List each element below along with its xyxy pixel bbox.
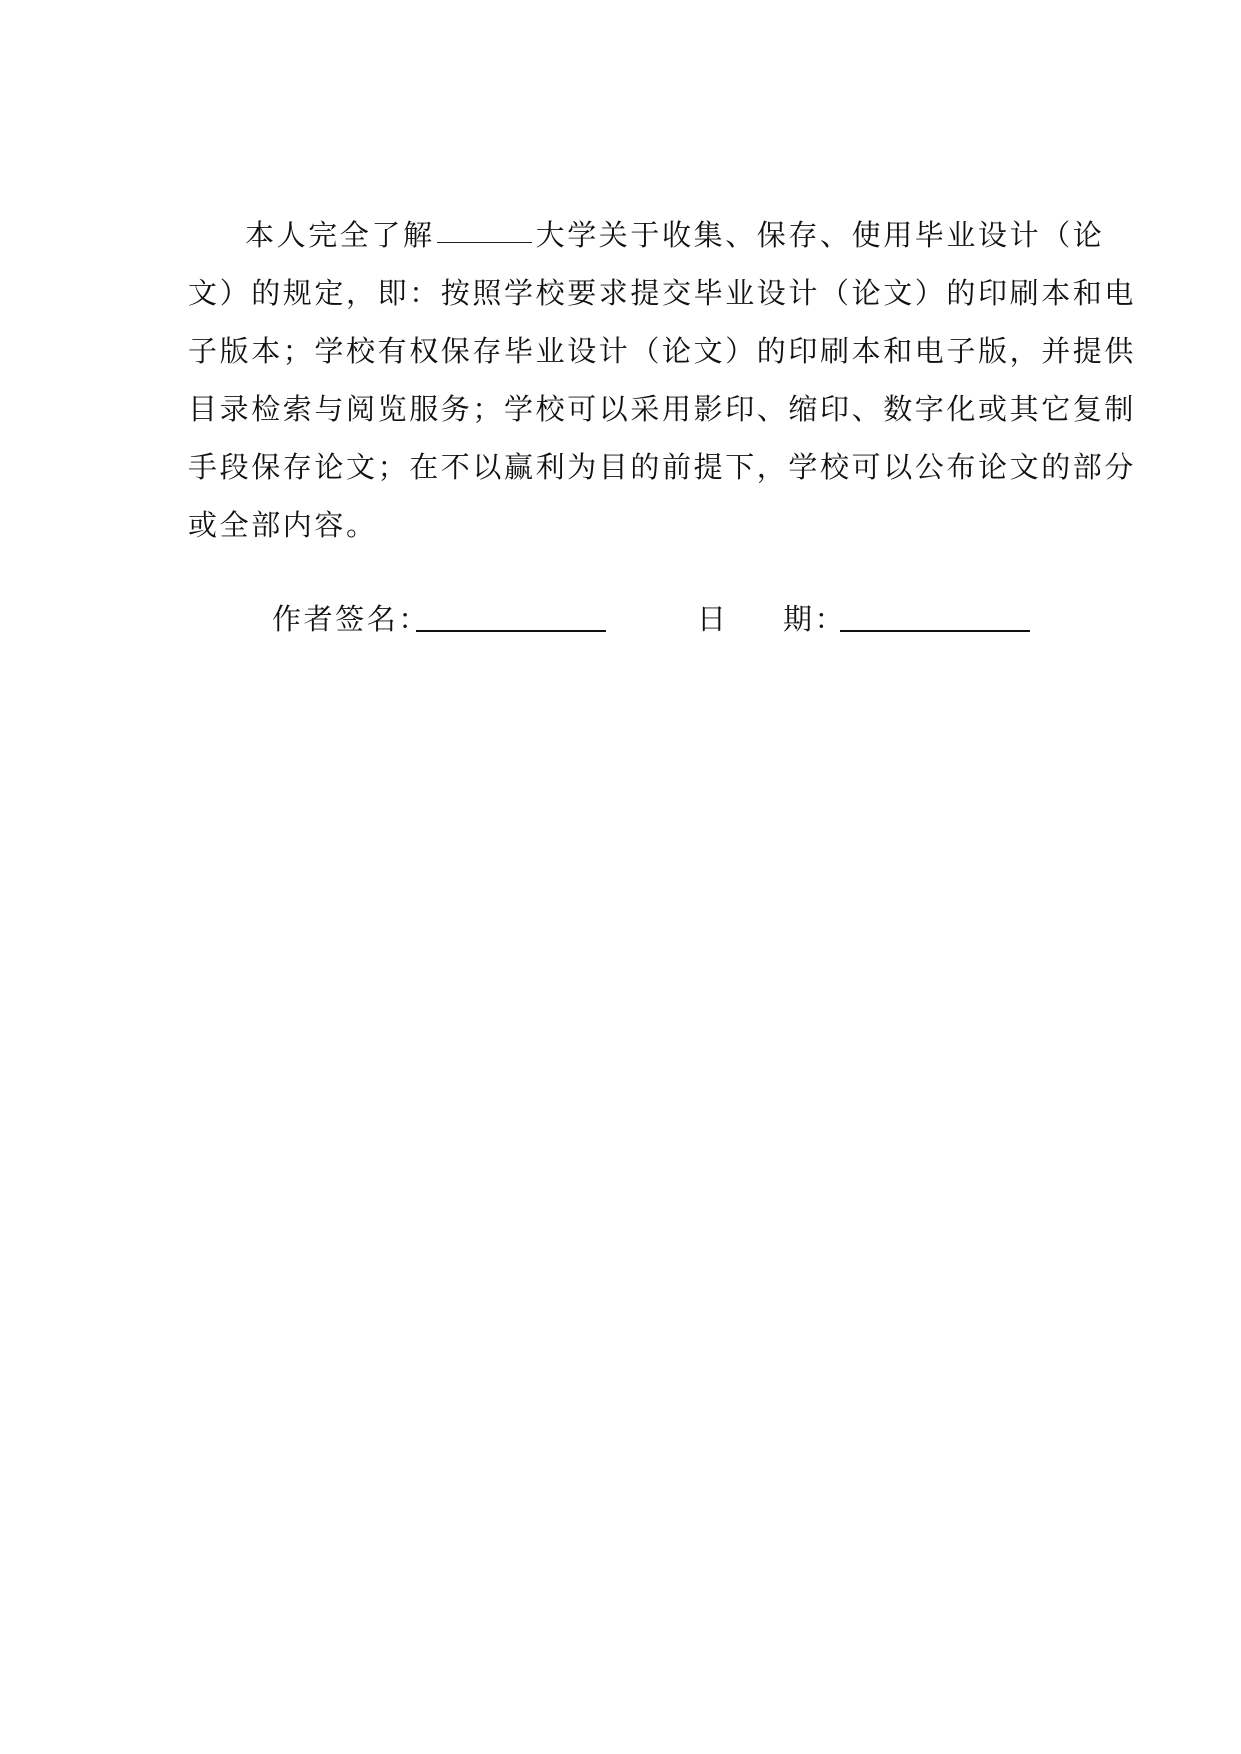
line1-text-before-blank: 本人完全了解 bbox=[245, 218, 435, 252]
paragraph-line-3: 子版本；学校有权保存毕业设计（论文）的印刷本和电子版，并提供 bbox=[188, 334, 1137, 368]
paragraph-line-2: 文）的规定，即：按照学校要求提交毕业设计（论文）的印刷本和电 bbox=[188, 276, 1137, 310]
signature-row bbox=[272, 590, 1072, 648]
university-name-blank[interactable] bbox=[437, 218, 532, 243]
date-signature-line[interactable] bbox=[840, 630, 1030, 632]
paragraph-line-4: 目录检索与阅览服务；学校可以采用影印、缩印、数字化或其它复制 bbox=[188, 392, 1137, 426]
declaration-paragraph bbox=[188, 206, 1137, 554]
author-signature-label: 作者签名： bbox=[272, 602, 431, 636]
author-signature-line[interactable] bbox=[416, 630, 606, 632]
paragraph-line-1 bbox=[188, 206, 1105, 264]
line1-text-after-blank: 大学关于收集、保存、使用毕业设计（论 bbox=[535, 218, 1105, 252]
date-label-char-1: 日 bbox=[697, 602, 729, 636]
paragraph-line-5: 手段保存论文；在不以赢利为目的前提下，学校可以公布论文的部分 bbox=[188, 450, 1137, 484]
paragraph-line-6: 或全部内容。 bbox=[188, 508, 378, 542]
date-label-char-2: 期： bbox=[783, 602, 847, 636]
